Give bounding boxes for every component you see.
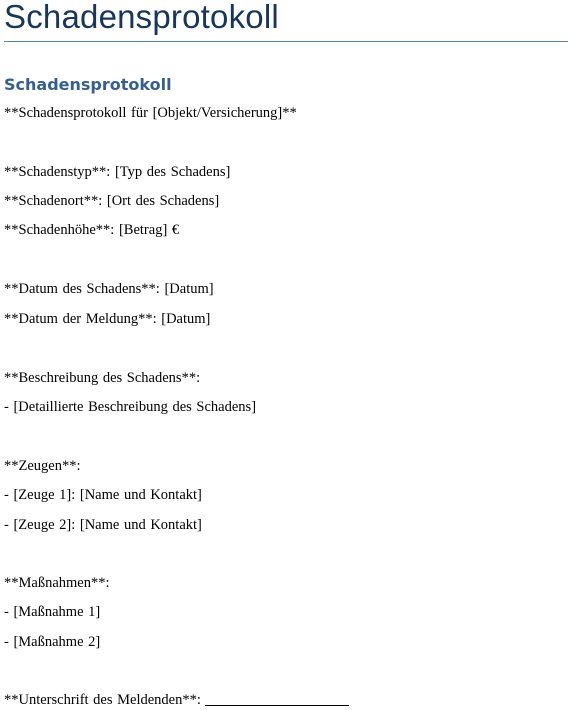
description-item: - [Detaillierte Beschreibung des Schadens] xyxy=(4,399,257,415)
damage-date-line: **Datum des Schadens**: [Datum] xyxy=(4,281,214,297)
damage-type-line: **Schadenstyp**: [Typ des Schadens] xyxy=(4,164,231,180)
damage-location-line: **Schadenort**: [Ort des Schadens] xyxy=(4,193,220,209)
measure-1-line: - [Maßnahme 1] xyxy=(4,604,101,620)
damage-amount-line: **Schadenhöhe**: [Betrag] € xyxy=(4,222,180,238)
report-date-line: **Datum der Meldung**: [Datum] xyxy=(4,311,211,327)
document-title: Schadensprotokoll xyxy=(4,0,279,35)
intro-line: **Schadensprotokoll für [Objekt/Versicherung]** xyxy=(4,105,297,121)
measure-2-line: - [Maßnahme 2] xyxy=(4,634,101,650)
signature-label: **Unterschrift des Meldenden**: xyxy=(4,692,201,708)
witness-1-line: - [Zeuge 1]: [Name und Kontakt] xyxy=(4,487,202,503)
title-divider xyxy=(4,41,568,42)
witnesses-heading: **Zeugen**: xyxy=(4,458,81,474)
witness-2-line: - [Zeuge 2]: [Name und Kontakt] xyxy=(4,517,202,533)
signature-blank xyxy=(205,705,349,706)
description-heading: **Beschreibung des Schadens**: xyxy=(4,370,201,386)
measures-heading: **Maßnahmen**: xyxy=(4,575,110,591)
signature-row xyxy=(4,691,349,709)
section-heading: Schadensprotokoll xyxy=(4,75,172,94)
